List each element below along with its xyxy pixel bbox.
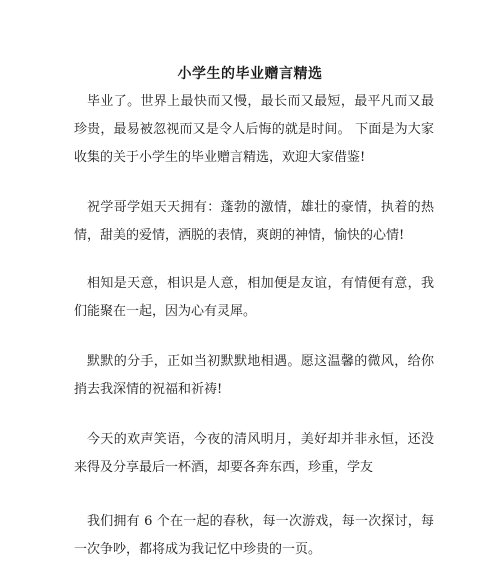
paragraph-wishes: 祝学哥学姐天天拥有：蓬勃的激情，雄壮的豪情，执着的热情，甜美的爱情，洒脱的表情，爽朗的神情，愉快的心情! bbox=[74, 200, 434, 243]
document-title: 小学生的毕业赠言精选 bbox=[177, 66, 323, 82]
paragraph-intro: 毕业了。世界上最快而又慢，最长而又最短，最平凡而又最珍贵，最易被忽视而又是令人后悔的就是时间。 下面是为大家收集的关于小学生的毕业赠言精选，欢迎大家借鉴! bbox=[74, 94, 434, 165]
paragraph-farewell: 默默的分手，正如当初默默地相遇。愿这温馨的微风，给你捎去我深情的祝福和祈祷! bbox=[74, 354, 434, 397]
paragraph-memories: 我们拥有 6 个在一起的春秋，每一次游戏，每一次探讨，每一次争吵，都将成为我记忆中珍贵的一页。 bbox=[74, 514, 434, 557]
paragraph-laughter: 今天的欢声笑语，今夜的清风明月，美好却并非永恒，还没来得及分享最后一杯酒，却要各奔东西，珍重，学友 bbox=[74, 432, 434, 475]
paragraph-friendship: 相知是天意，相识是人意，相加便是友谊，有情便有意，我们能聚在一起，因为心有灵犀。 bbox=[74, 276, 434, 319]
